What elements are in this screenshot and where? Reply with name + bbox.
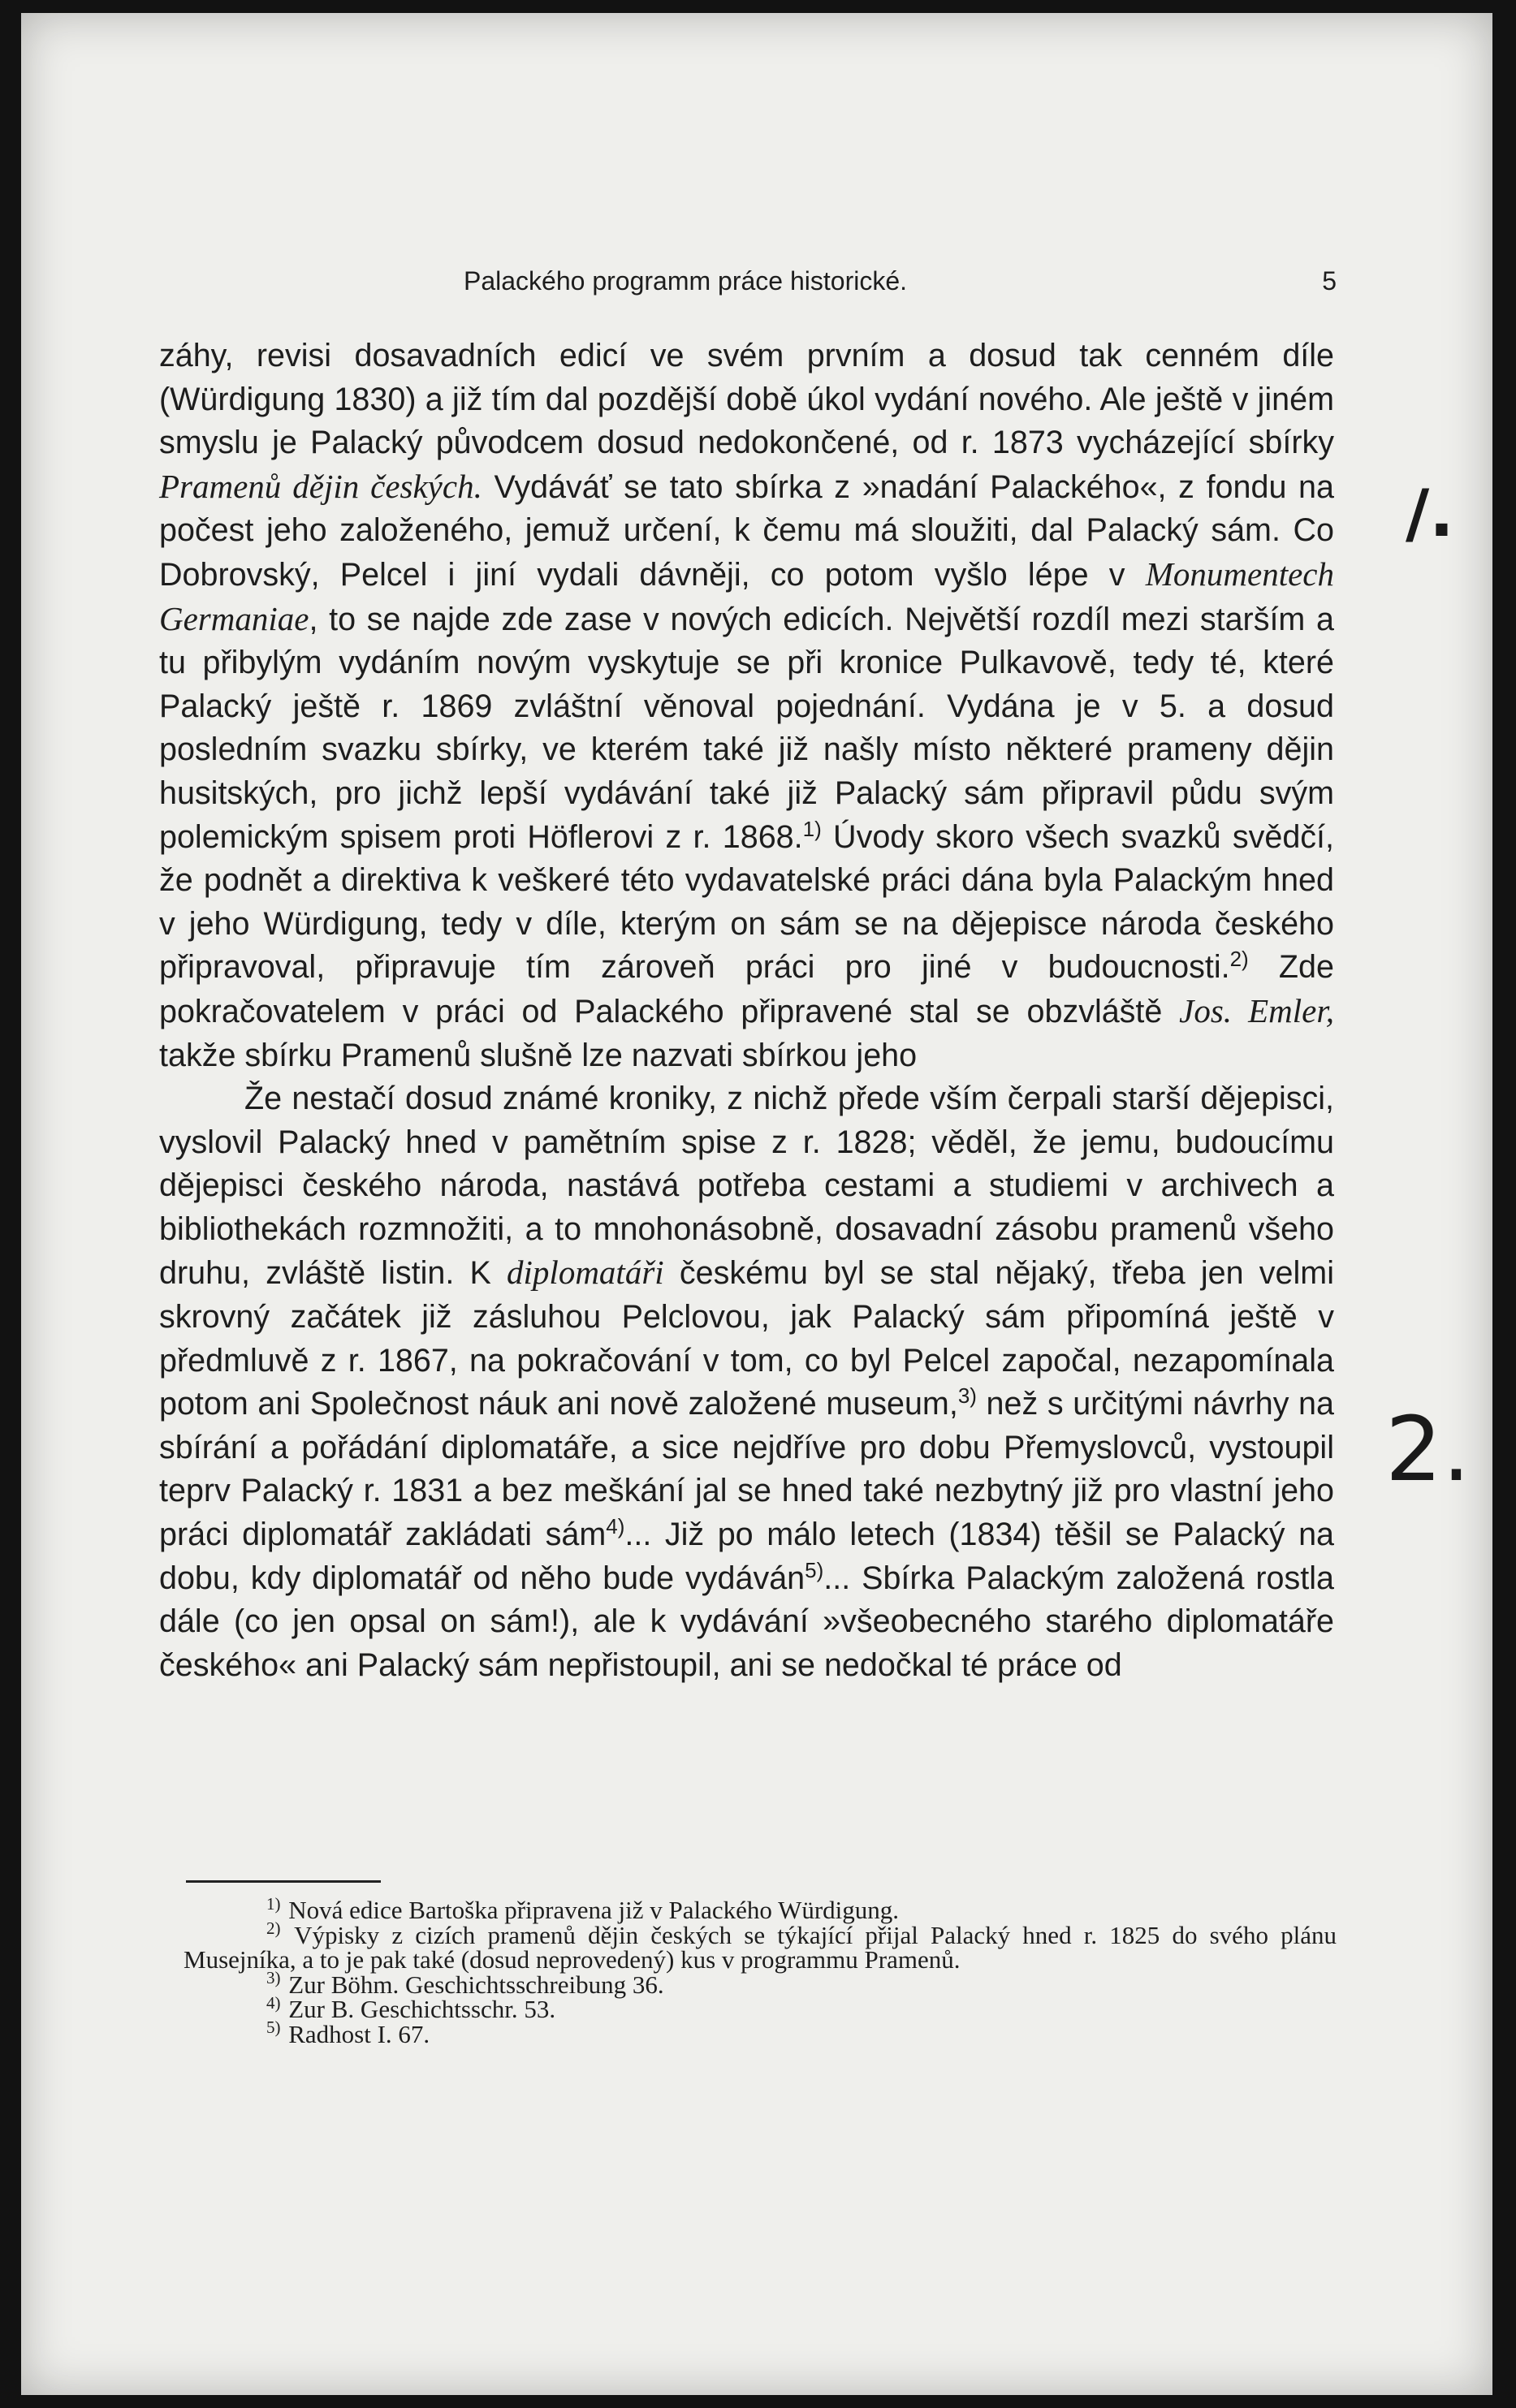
italic-text: Pramenů dějin českých. <box>159 467 482 505</box>
text-run: Úvody skoro všech svazků svědčí, že podnět a direktiva k veškeré této vydavatelské práci dána byla Palackým hned v jeho Würdigung, tedy v díle, kterým on sám se na dějepisce národa českého připravoval, připravuje tím zároveň práci pro jiné v budoucnosti. <box>159 818 1335 986</box>
text-run: než s určitými návrhy na sbírání a pořádání diplomatáře, a sice nejdříve pro dobu Přemyslovců, vystoupil teprv Palacký r. 1831 a bez meškání jal se hned také nezbytný již pro vlastní jeho práci diplomatář zakládati sám <box>159 1386 1334 1553</box>
footnote-number: 2) <box>266 1918 281 1939</box>
handwritten-margin-mark: /. <box>1406 476 1454 551</box>
footnote-text: Zur B. Geschichtsschr. 53. <box>282 1995 556 2023</box>
text-run: Vydáváť se tato sbírka z »nadání Palackého«, z fondu na počest jeho založeného, jemuž určení, k čemu má sloužiti, dal Palacký sám. Co Dobrovský, Pelcel i jiní vydali dávněji, co potom vyšlo lépe v <box>159 468 1334 593</box>
text-run: záhy, revisi dosavadních edicí ve svém prvním a dosud tak cenném díle (Würdigung 1830) a již tím dal pozdější době úkol vydání nového. Ale ještě v jiném smyslu je Palacký původcem dosud nedokončené, od r. 1873 vycházející sbírky <box>159 338 1334 461</box>
footnote <box>184 2017 1337 2048</box>
text-run: českému byl se stal nějaký, třeba jen velmi skrovný začátek již zásluhou Pelclovou, jak Palacký sám připomíná ještě v předmluvě z r. 1867, na pokračování v tom, co byl Pelcel započal, nezapomínala potom ani Společnost náuk ani nově založené museum, <box>159 1255 1334 1422</box>
footnote-text: Nová edice Bartoška připravena již v Palackého Würdigung. <box>282 1896 900 1924</box>
paragraph <box>159 1077 1334 1687</box>
text-run: Zde pokračovatelem v práci od Palackého připravené stal se obzvláště <box>159 949 1334 1029</box>
footnote-text: Zur Böhm. Geschichtsschreibung 36. <box>282 1970 664 1999</box>
paragraph <box>159 334 1334 1077</box>
footnote-number: 3) <box>266 1968 281 1988</box>
text-run: Že nestačí dosud známé kroniky, z nichž přede vším čerpali starší dějepisci, vyslovil Palacký hned v pamětním spise z r. 1828; věděl, že jemu, budoucímu dějepisci českého národa, nastává potřeba cestami a studiemi v archivech a bibliothekách rozmnožiti, a to mnohonásobně, dosavadní zásobu pramenů všeho druhu, zvláště listin. K <box>159 1081 1334 1292</box>
footnote-text: Radhost I. 67. <box>282 2019 430 2048</box>
footnote-number: 5) <box>266 2017 281 2038</box>
footnote <box>184 1893 1337 1924</box>
footnote <box>184 1918 1337 1974</box>
body-text <box>159 334 1334 1687</box>
footnote-ref: 4) <box>606 1513 625 1538</box>
footnote-separator <box>186 1880 381 1883</box>
footnote-ref: 3) <box>957 1383 977 1409</box>
footnote-ref: 2) <box>1229 947 1249 972</box>
footnote-ref: 5) <box>805 1557 824 1582</box>
running-title: Palackého programm práce historické. <box>464 266 908 296</box>
footnote-number: 1) <box>266 1893 281 1914</box>
italic-text: Jos. Emler, <box>1179 991 1334 1029</box>
handwritten-margin-mark: 2. <box>1385 1397 1471 1501</box>
text-run: takže sbírku Pramenů slušně lze nazvati sbírkou jeho <box>159 1037 918 1073</box>
running-header <box>184 261 1337 301</box>
footnote <box>184 1968 1337 1999</box>
text-run: ... Sbírka Palackým založená rostla dále (co jen opsal on sám!), ale k vydávání »všeobecného starého diplomatáře českého« ani Palacký sám nepřistoupil, ani se nedočkal té práce od <box>159 1560 1334 1683</box>
text-run: ... Již po málo letech (1834) těšil se Palacký na dobu, kdy diplomatář od něho bude vydáván <box>159 1517 1335 1596</box>
text-run: , to se najde zde zase v nových edicích. Největší rozdíl mezi starším a tu přibylým vydáním novým vyskytuje se při kronice Pulkavově, tedy té, které Palacký ještě r. 1869 zvláštní věnoval pojednání. Vydána je v 5. a dosud posledním svazku sbírky, ve kterém také již našly místo některé prameny dějin husitských, pro jichž lepší vydávání také již Palacký sám připravil půdu svým polemickým spisem proti Höflerovi z r. 1868. <box>159 601 1334 855</box>
footnote-text: Výpisky z cizích pramenů dějin českých se týkající přijal Palacký hned r. 1825 do svého plánu Musejníka, a to je pak také (dosud neprovedený) kus v programmu Pramenů. <box>184 1920 1337 1974</box>
book-page <box>21 13 1492 2395</box>
footnote-number: 4) <box>266 1992 281 2013</box>
page-number: 5 <box>1322 266 1337 296</box>
italic-text: Monumentech Germaniae <box>159 555 1334 637</box>
italic-text: diplomatáři <box>507 1254 664 1292</box>
footnote <box>184 1992 1337 2023</box>
footnote-ref: 1) <box>802 816 822 841</box>
footnotes <box>184 1893 1337 2048</box>
